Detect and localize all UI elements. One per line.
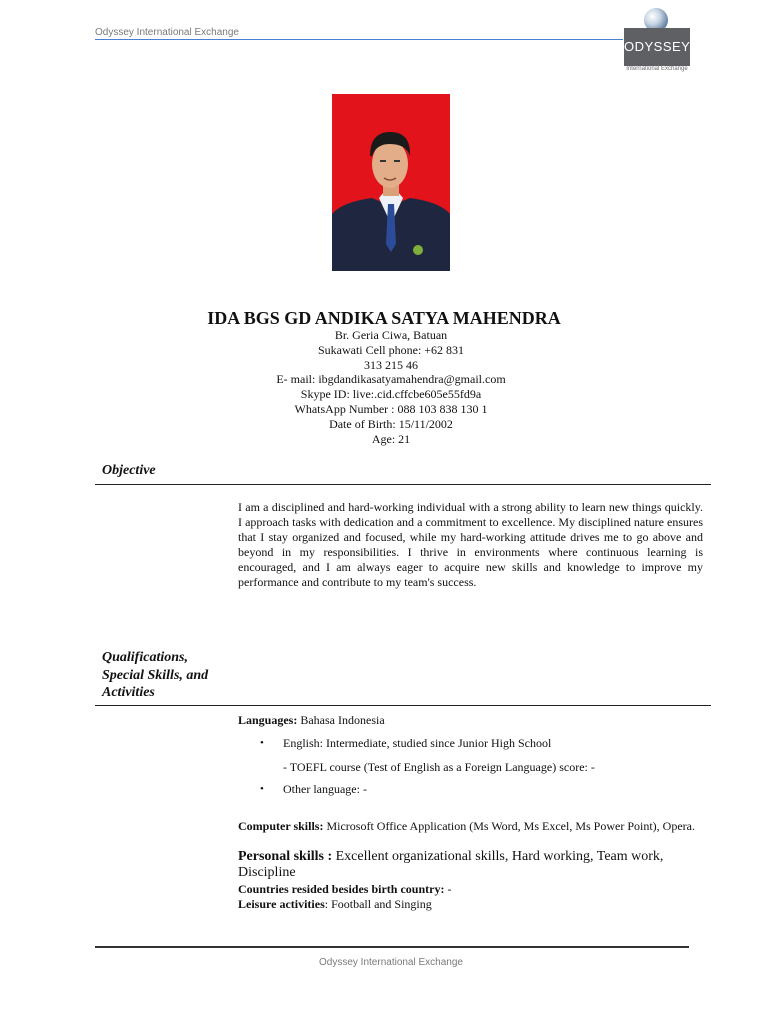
logo-word: ODYSSEY [624, 39, 691, 54]
leisure-value: : Football and Singing [324, 897, 432, 911]
qualifications-title-line: Special Skills, and [102, 667, 209, 683]
logo-subtitle: International Exchange [626, 66, 688, 72]
header-text: Odyssey International Exchange [95, 27, 239, 38]
english-item: English: Intermediate, studied since Junior High School [283, 736, 552, 750]
footer-text: Odyssey International Exchange [319, 957, 463, 968]
computer-skills-value: Microsoft Office Application (Ms Word, Ms Excel, Ms Power Point), Opera. [323, 819, 695, 833]
contact-line: 313 215 46 [364, 357, 418, 372]
header-rule [95, 39, 623, 40]
contact-line: E- mail: ibgdandikasatyamahendra@gmail.com [276, 372, 506, 387]
bullet-icon: • [260, 737, 264, 749]
computer-skills-label: Computer skills: [238, 819, 324, 833]
qualifications-title-line: Activities [102, 685, 155, 700]
objective-text: I am a disciplined and hard-working individual with a strong ability to learn new things quickly. I approach tasks with dedication and a commitment to excellence. My disciplined nature ensures that I stay organized and focused, while my hard-working attitude drives me to go above and beyond in my responsibilities. I thrive in environments where continuous learning is encouraged, and I am always eager to acquire new skills and knowledge to improve my performance and contribute to my team's success. [238, 500, 703, 589]
footer-rule [95, 946, 689, 948]
languages-value: Bahasa Indonesia [297, 713, 385, 727]
objective-title: Objective [102, 463, 156, 478]
qualifications-title [102, 649, 208, 702]
bullet-icon: • [260, 783, 264, 795]
contact-block [0, 328, 768, 446]
contact-line: Age: 21 [371, 431, 411, 446]
profile-photo [332, 94, 450, 271]
contact-line: Sukawati Cell phone: +62 831 [317, 342, 465, 357]
personal-skills-value: Excellent organizational skills, Hard working, Team work, Discipline [238, 849, 664, 880]
leisure-activities [238, 897, 432, 912]
contact-line: Skype ID: live:.cid.cffcbe605e55fd9a [300, 387, 482, 402]
contact-line: Date of Birth: 15/11/2002 [329, 416, 453, 431]
countries-label: Countries resided besides birth country: [238, 882, 445, 896]
languages-label: Languages: [238, 713, 298, 727]
personal-skills [238, 849, 708, 881]
person-name: IDA BGS GD ANDIKA SATYA MAHENDRA [207, 308, 561, 328]
other-language-item: Other language: - [283, 782, 367, 796]
toefl-item: - TOEFL course (Test of English as a Foreign Language) score: - [283, 760, 595, 774]
countries-resided [238, 882, 451, 897]
qualifications-title-line: Qualifications, [102, 650, 188, 665]
leisure-label: Leisure activities [238, 897, 325, 911]
computer-skills [238, 819, 708, 834]
odyssey-logo [622, 6, 690, 74]
personal-skills-label: Personal skills : [238, 849, 333, 864]
contact-line: WhatsApp Number : 088 103 838 130 1 [294, 401, 488, 416]
objective-rule [95, 484, 711, 485]
countries-value: - [444, 882, 452, 896]
languages-line [238, 713, 385, 728]
contact-line: Br. Geria Ciwa, Batuan [334, 328, 448, 342]
qualifications-rule [95, 705, 711, 706]
